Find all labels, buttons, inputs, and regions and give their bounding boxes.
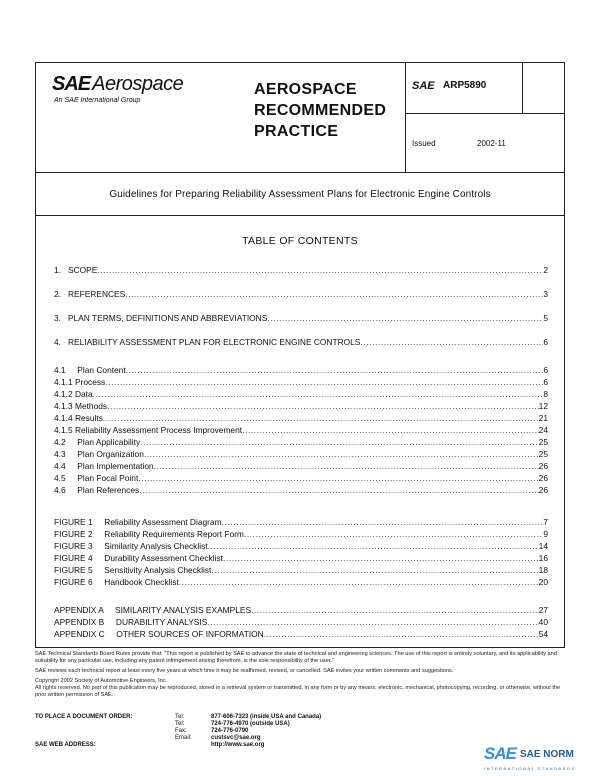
toc-heading: TABLE OF CONTENTS	[242, 235, 358, 247]
header-divider	[405, 63, 406, 173]
note-paragraph: SAE Technical Standards Board Rules provide that: "This report is published by SAE to advance the state of technical and engineering sciences. The use of this report is entirely voluntary, and its applicability and suitability for any particular use, including any patent infringement arising therefrom, is the sole responsibility of the user."	[35, 651, 557, 664]
email-link[interactable]: custsvc@sae.org	[211, 735, 261, 741]
toc-entry-title: Methods	[74, 401, 108, 411]
logo-sae: SAE	[52, 73, 91, 95]
toc-entry[interactable]	[54, 484, 548, 496]
toc-entry-number: FIGURE 3	[54, 541, 105, 551]
tel-value: 724-776-4970 (outside USA)	[211, 721, 290, 727]
toc-entry-title: REFERENCES	[67, 289, 126, 299]
logo-tagline: An SAE International Group	[54, 97, 141, 104]
toc-leader-dots	[97, 265, 543, 276]
toc-entry-page: 24	[538, 425, 548, 435]
toc-entry-title: Plan Applicability	[77, 437, 141, 447]
toc-entry[interactable]	[54, 460, 548, 472]
toc-leader-dots	[103, 413, 539, 424]
toc-entry-number: 2.	[54, 289, 68, 299]
email-label: Email:	[175, 735, 192, 741]
toc-leader-dots	[360, 337, 543, 348]
note-paragraph: SAE reviews each technical report at least every five years at which time it may be reaffirmed, revised, or cancelled. SAE invites your written comments and suggestions.	[35, 668, 454, 674]
toc-leader-dots	[140, 437, 539, 448]
toc-entry-title: OTHER SOURCES OF INFORMATION	[116, 629, 264, 639]
toc-leader-dots	[211, 565, 538, 576]
toc-entry-number: FIGURE 4	[54, 553, 105, 563]
toc-entry-title: Results	[74, 413, 103, 423]
document-type	[254, 79, 404, 142]
toc-entry-title: RELIABILITY ASSESSMENT PLAN FOR ELECTRONIC ENGINE CONTROLS	[67, 337, 361, 347]
toc-entry-page: 40	[538, 617, 548, 627]
toc-leader-dots	[207, 617, 538, 628]
toc-entry[interactable]	[54, 604, 548, 616]
toc-leader-dots	[126, 365, 544, 376]
issued-label: Issued	[412, 139, 436, 148]
toc-leader-dots	[251, 605, 539, 616]
toc-entry-page: 5	[543, 313, 548, 323]
doc-type-line: PRACTICE	[254, 123, 339, 140]
toc-leader-dots	[208, 541, 539, 552]
toc-entry-page: 25	[538, 437, 548, 447]
tel-value: 877-606-7323 (inside USA and Canada)	[211, 714, 322, 720]
toc-leader-dots	[264, 629, 539, 640]
toc-entry-page: 20	[538, 577, 548, 587]
fax-value: 724-776-0790	[211, 728, 249, 734]
toc-entry[interactable]	[54, 540, 548, 552]
toc-entry-page: 8	[543, 389, 548, 399]
toc-entry-title: DURABILITY ANALYSIS	[115, 617, 208, 627]
toc-leader-dots	[138, 473, 538, 484]
toc-entry-title: Sensitivity Analysis Checklist	[104, 565, 212, 575]
toc-leader-dots	[139, 485, 538, 496]
document-title: Guidelines for Preparing Reliability Assessment Plans for Electronic Engine Controls	[109, 188, 491, 200]
toc-entry[interactable]	[54, 472, 548, 484]
toc-entry-page: 7	[543, 517, 548, 527]
toc-entry-number: 4.6	[54, 485, 78, 495]
toc-entry-page: 25	[538, 449, 548, 459]
note-paragraph: Copyright 2002 Society of Automotive Engineers, Inc.	[35, 678, 168, 684]
toc-entry-page: 21	[538, 413, 548, 423]
toc-entry-page: 26	[538, 461, 548, 471]
document-header	[36, 63, 564, 173]
toc-entry-page: 54	[538, 629, 548, 639]
toc-leader-dots	[179, 577, 539, 588]
toc-entry-number: 4.	[54, 337, 68, 347]
toc-entry-page: 2	[543, 265, 548, 275]
doc-type-line: RECOMMENDED	[254, 102, 387, 119]
toc-entry-page: 26	[538, 485, 548, 495]
toc-entry-title: Reliability Requirements Report Form	[104, 529, 244, 539]
toc-entry-title: Plan Content	[77, 365, 126, 375]
toc-entry-number: APPENDIX C	[54, 629, 117, 639]
toc-entry[interactable]	[54, 552, 548, 564]
web-link[interactable]: http://www.sae.org	[211, 742, 265, 748]
tel-label: Tel:	[175, 714, 185, 720]
toc-entry[interactable]	[54, 424, 548, 436]
toc-entry-page: 6	[543, 365, 548, 375]
toc-entry-number: FIGURE 6	[54, 577, 105, 587]
order-label: TO PLACE A DOCUMENT ORDER:	[35, 714, 133, 720]
toc-entry-number: 4.1	[54, 365, 78, 375]
toc-entry-title: Plan Organization	[77, 449, 144, 459]
toc-entry[interactable]	[54, 564, 548, 576]
legal-notes	[35, 651, 565, 702]
watermark-sub: INTERNATIONAL STANDARDS	[484, 766, 576, 771]
toc-entry[interactable]	[54, 616, 548, 628]
toc-leader-dots	[144, 449, 539, 460]
logo-aerospace: Aerospace	[92, 73, 184, 95]
toc-entry-number: 4.1.1	[54, 377, 75, 387]
toc-entry-number: 4.4	[54, 461, 78, 471]
toc-entry-number: 4.1.2	[54, 389, 75, 399]
toc-leader-dots	[242, 425, 539, 436]
issued-date: 2002-11	[477, 139, 506, 148]
toc-entry-number: 3.	[54, 313, 68, 323]
toc-leader-dots	[267, 313, 543, 324]
toc-entry-title: Process	[74, 377, 106, 387]
toc-entry[interactable]	[54, 336, 548, 348]
sae-aerospace-logo	[52, 73, 183, 96]
toc-entry-title: Plan References	[77, 485, 140, 495]
toc-leader-dots	[107, 401, 539, 412]
toc-entry-number: 4.1.5	[54, 425, 75, 435]
toc-entry-page: 9	[543, 529, 548, 539]
toc-entry-number: 4.3	[54, 449, 78, 459]
fax-label: Fax:	[175, 728, 187, 734]
header-divider	[522, 63, 523, 113]
document-frame	[35, 62, 565, 648]
toc-entry-number: FIGURE 5	[54, 565, 105, 575]
sae-norm-watermark	[484, 744, 574, 764]
toc-entry[interactable]	[54, 576, 548, 588]
toc-entry-page: 26	[538, 473, 548, 483]
toc-entry-number: 4.1.4	[54, 413, 75, 423]
toc-entry-title: Plan Focal Point	[77, 473, 139, 483]
toc-entry-number: 4.2	[54, 437, 78, 447]
toc-entry-number: 4.1.3	[54, 401, 75, 411]
toc-entry[interactable]	[54, 364, 548, 376]
toc-entry-title: Durability Assessment Checklist	[104, 553, 223, 563]
toc-leader-dots	[244, 529, 543, 540]
toc-leader-dots	[223, 553, 539, 564]
toc-leader-dots	[93, 389, 544, 400]
web-label: SAE WEB ADDRESS:	[35, 742, 96, 748]
toc-entry[interactable]	[54, 312, 548, 324]
toc-leader-dots	[105, 377, 543, 388]
toc-entry[interactable]	[54, 400, 548, 412]
toc-entry-page: 16	[538, 553, 548, 563]
toc-entry-page: 6	[543, 337, 548, 347]
toc-entry-page: 14	[538, 541, 548, 551]
toc-entry[interactable]	[54, 628, 548, 640]
document-number: ARP5890	[443, 80, 487, 91]
toc-entry[interactable]	[54, 436, 548, 448]
toc-entry-title: Handbook Checklist	[104, 577, 179, 587]
toc-entry-number: FIGURE 2	[54, 529, 105, 539]
toc-entry-number: 4.5	[54, 473, 78, 483]
toc-entry-page: 6	[543, 377, 548, 387]
toc-entry-page: 3	[543, 289, 548, 299]
toc-entry-number: APPENDIX B	[54, 617, 116, 627]
toc-entry[interactable]	[54, 412, 548, 424]
toc-entry-number: FIGURE 1	[54, 517, 105, 527]
toc-entry[interactable]	[54, 528, 548, 540]
note-paragraph: All rights reserved. No part of this publication may be reproduced, stored in a retrieval system or transmitted, in any form or by any means, electronic, mechanical, photocopying, recording, or otherwise, without the prior written permission of SAE.	[35, 685, 561, 698]
toc-entry[interactable]	[54, 388, 548, 400]
toc-entry-title: Plan Implementation	[77, 461, 154, 471]
toc-leader-dots	[125, 289, 543, 300]
watermark-text: SAE NORM	[519, 748, 574, 760]
toc-entry-title: Reliability Assessment Process Improvement	[74, 425, 243, 435]
watermark-sae: SAE	[484, 744, 516, 763]
title-band	[36, 173, 564, 216]
toc-entry-page: 12	[538, 401, 548, 411]
toc-entry-title: SCOPE	[67, 265, 98, 275]
toc-entry-number: APPENDIX A	[54, 605, 115, 615]
doc-type-line: AEROSPACE	[254, 81, 357, 98]
toc-leader-dots	[154, 461, 539, 472]
sae-mark: SAE	[412, 80, 435, 92]
toc-entry-title: PLAN TERMS, DEFINITIONS AND ABBREVIATIONS	[67, 313, 268, 323]
toc-leader-dots	[222, 517, 544, 528]
toc-entry-page: 27	[538, 605, 548, 615]
toc-entry[interactable]	[54, 448, 548, 460]
toc-entry-title: SIMILARITY ANALYSIS EXAMPLES	[114, 605, 252, 615]
tel-label: Tel:	[175, 721, 185, 727]
toc-entry[interactable]	[54, 376, 548, 388]
toc-entry[interactable]	[54, 288, 548, 300]
toc-entry-title: Reliability Assessment Diagram	[104, 517, 222, 527]
toc-entry-page: 18	[538, 565, 548, 575]
toc-entry-number: 1.	[54, 265, 68, 275]
toc-entry-title: Data	[74, 389, 93, 399]
toc-entry[interactable]	[54, 264, 548, 276]
toc-entry[interactable]	[54, 516, 548, 528]
toc-entry-title: Similarity Analysis Checklist	[104, 541, 208, 551]
header-divider	[405, 113, 564, 114]
